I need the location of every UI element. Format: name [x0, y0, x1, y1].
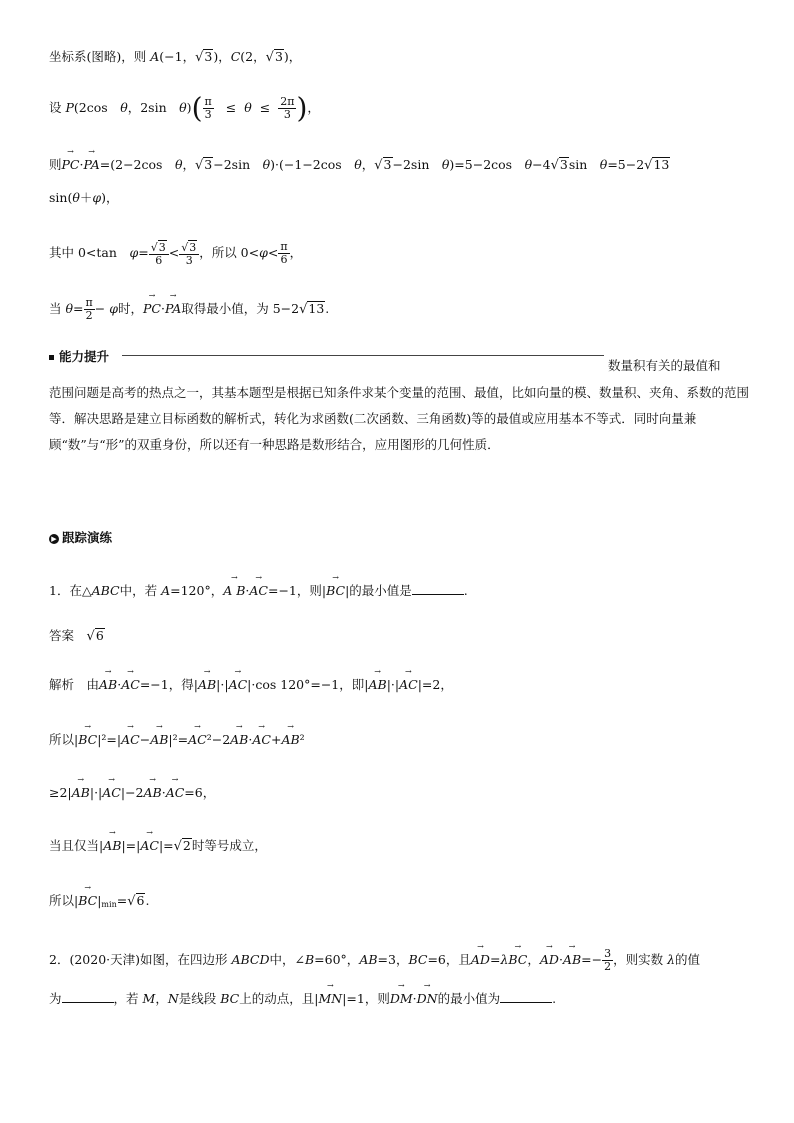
- vector: → AB: [72, 785, 90, 801]
- dot: ·: [245, 583, 250, 598]
- fraction: [179, 240, 199, 267]
- var: θ: [72, 190, 80, 205]
- sqrt-sign: √: [150, 241, 158, 254]
- text: =: [489, 952, 501, 967]
- le-sign: ≤: [225, 100, 237, 115]
- var: B: [304, 952, 315, 967]
- text: −: [94, 301, 110, 316]
- fraction: [149, 240, 169, 267]
- vector: → BC: [78, 893, 97, 909]
- text: =: [73, 301, 84, 316]
- text: =−1，则|: [267, 583, 327, 598]
- var: ABCD: [231, 952, 270, 967]
- section-title: 跟踪演练: [62, 530, 113, 545]
- text: 时等号成立，: [191, 838, 267, 853]
- text: (2cos: [73, 100, 121, 115]
- text: =(2−2cos: [99, 157, 175, 172]
- section-header: [49, 347, 109, 365]
- numerator: 2π: [280, 95, 295, 108]
- text: 所以|: [49, 732, 79, 747]
- sqrt-sign: √: [374, 158, 383, 173]
- text: 其中 0<tan: [49, 245, 130, 260]
- vector: → MN: [318, 991, 342, 1007]
- vector: → AB: [99, 677, 117, 693]
- text: .: [552, 991, 557, 1006]
- text: |=2，: [417, 677, 453, 692]
- le-sign: ≤: [259, 100, 271, 115]
- text: =60°，: [314, 952, 360, 967]
- sqrt-sign: √: [181, 241, 189, 254]
- vector: → AC: [252, 732, 271, 748]
- numerator: [179, 240, 199, 255]
- text: 时，: [117, 301, 143, 316]
- dot: ·: [79, 157, 84, 172]
- text: )，: [101, 190, 119, 205]
- var: A: [161, 583, 171, 598]
- text: =5−2: [607, 157, 645, 172]
- var: P: [65, 100, 74, 115]
- text: ，若: [113, 991, 143, 1006]
- var: M: [142, 991, 156, 1006]
- fraction: [203, 96, 214, 121]
- vector: → AC: [229, 677, 248, 693]
- answer-blank: [412, 584, 464, 595]
- text: −2sin: [392, 157, 442, 172]
- vector: → PC: [143, 301, 161, 317]
- numerator: 3: [604, 947, 612, 960]
- text: 当: [49, 301, 66, 316]
- solution-line: [49, 677, 453, 693]
- denominator: 3: [185, 254, 193, 267]
- dot: ·: [117, 677, 122, 692]
- denominator: 2: [85, 309, 93, 322]
- text: ，: [527, 952, 540, 967]
- vector: → AC: [140, 838, 159, 854]
- var: φ: [109, 301, 118, 316]
- text: |·|: [216, 677, 229, 692]
- vector: → AC: [121, 732, 140, 748]
- text: ，则实数: [613, 952, 668, 967]
- text: =: [116, 893, 128, 908]
- text: )=5−2cos: [449, 157, 525, 172]
- text: =6，且: [427, 952, 471, 967]
- text-line: [49, 240, 302, 267]
- text: 是线段: [178, 991, 221, 1006]
- var: λ: [667, 952, 676, 967]
- text: 的值: [675, 952, 701, 967]
- vector: → AB: [103, 838, 121, 854]
- text: =6，: [184, 785, 216, 800]
- text: <: [168, 245, 180, 260]
- var: θ: [65, 301, 74, 316]
- var: θ: [179, 100, 187, 115]
- text: ，: [307, 100, 320, 115]
- vector: → AB: [368, 677, 386, 693]
- text: |−2: [120, 785, 144, 800]
- sqrt-sign: √: [195, 50, 204, 65]
- text: 2．(2020·天津)如图，在四边形: [49, 952, 232, 967]
- radicand: 3: [189, 241, 197, 254]
- text: ): [186, 100, 192, 115]
- text: 1．在△: [49, 583, 92, 598]
- fraction: [278, 241, 289, 266]
- question-2-cont: [49, 991, 556, 1007]
- text: =: [138, 245, 149, 260]
- var: ABC: [91, 583, 120, 598]
- text: =−: [581, 952, 603, 967]
- var: φ: [92, 190, 102, 205]
- text: 所以|: [49, 893, 79, 908]
- denominator: 3: [204, 108, 212, 121]
- text: |=: [158, 838, 174, 853]
- text-line: [49, 91, 320, 125]
- sqrt-sign: √: [86, 629, 95, 644]
- var: θ: [120, 100, 128, 115]
- vector: → AC: [399, 677, 418, 693]
- section-header: [49, 528, 112, 546]
- text: 中，∠: [269, 952, 305, 967]
- text: 坐标系(图略)，则: [49, 49, 151, 64]
- var: BC: [408, 952, 428, 967]
- numerator: [149, 240, 169, 255]
- answer-label: 答案: [49, 628, 87, 643]
- var: λ: [500, 952, 509, 967]
- sqrt-sign: √: [644, 158, 653, 173]
- text: |²=|: [97, 732, 122, 747]
- question-1: [49, 583, 468, 599]
- text: ，: [182, 157, 195, 172]
- solution-line: [49, 838, 267, 855]
- var: θ: [524, 157, 533, 172]
- sqrt-sign: √: [173, 839, 182, 854]
- var: φ: [259, 245, 268, 260]
- text: (2，: [240, 49, 266, 64]
- text: ，: [155, 991, 168, 1006]
- text: ·: [161, 785, 166, 800]
- text: )，: [213, 49, 231, 64]
- numerator: π: [85, 296, 93, 309]
- text: 设: [49, 100, 66, 115]
- text: |=|: [121, 838, 141, 853]
- dot: ·: [160, 301, 165, 316]
- text: 为: [49, 991, 62, 1006]
- var: BC: [220, 991, 240, 1006]
- text: |的最小值是: [345, 583, 412, 598]
- radicand: 3: [204, 49, 213, 64]
- question-2: [49, 948, 700, 973]
- vector: → AC: [166, 785, 185, 801]
- text: =3，: [377, 952, 409, 967]
- var: N: [167, 991, 179, 1006]
- text: 取得最小值，为 5−2: [181, 301, 300, 316]
- sqrt-sign: √: [265, 50, 274, 65]
- denominator: 3: [283, 108, 291, 121]
- text: .: [325, 301, 330, 316]
- text: ，: [289, 245, 303, 260]
- denominator: 6: [155, 254, 163, 267]
- vector: → AD: [471, 952, 490, 968]
- var: θ: [599, 157, 608, 172]
- vector: → AB: [150, 732, 168, 748]
- text: )，: [283, 49, 302, 64]
- vector: → AC: [249, 583, 268, 599]
- section-title: 能力提升: [59, 349, 110, 364]
- radicand: 3: [204, 157, 213, 172]
- text: ＋: [79, 190, 93, 205]
- paragraph: 范围问题是高考的热点之一，其基本题型是根据已知条件求某个变量的范围、最值，比如向量的模、数量积、夹角、系数的范围等．解决思路是建立目标函数的解析式，转化为求函数(二次函数、三角函数)等的最值或应用基本不等式．同时向量兼顾“数”与“形”的双重身份，所以还有一种思路是数形结合，应用图形的几何性质．: [49, 385, 750, 452]
- text: ²−2: [206, 732, 231, 747]
- sqrt-sign: √: [195, 158, 204, 173]
- var: θ: [354, 157, 362, 172]
- radicand: 3: [274, 49, 283, 64]
- vector: → AB: [281, 732, 299, 748]
- dot: ·: [558, 952, 563, 967]
- var: θ: [174, 157, 183, 172]
- vector: → BC: [78, 732, 97, 748]
- text: |=1，则: [342, 991, 390, 1006]
- var: φ: [129, 245, 139, 260]
- vector: → BC: [326, 583, 345, 599]
- subscript: min: [101, 900, 117, 909]
- text: 当且仅当|: [49, 838, 104, 853]
- vector: → PC: [62, 157, 80, 173]
- var: θ: [262, 157, 271, 172]
- text: .: [145, 893, 150, 908]
- text: sin: [568, 157, 600, 172]
- sqrt-sign: √: [550, 158, 559, 173]
- radicand: 6: [95, 628, 104, 643]
- solution-line: [49, 785, 215, 801]
- text: −2sin: [213, 157, 263, 172]
- denominator: 2: [604, 960, 612, 973]
- paren-open: (: [191, 91, 203, 125]
- text: −: [139, 732, 151, 747]
- radicand: 2: [182, 838, 191, 853]
- solution-line: [49, 893, 149, 913]
- text: (−1，: [159, 49, 196, 64]
- text-line: [49, 49, 301, 66]
- answer-line: [49, 628, 105, 645]
- text: 的最小值为: [437, 991, 501, 1006]
- dot: ·: [412, 991, 417, 1006]
- text: |·cos 120°=−1，即|: [247, 677, 369, 692]
- text-line: [49, 297, 329, 322]
- denominator: 6: [280, 253, 288, 266]
- vector: → AB: [144, 785, 162, 801]
- vector: → AD: [540, 952, 559, 968]
- play-circle-icon: ▶: [49, 534, 59, 544]
- sqrt-sign: √: [299, 302, 308, 317]
- vector: → AB: [563, 952, 581, 968]
- answer-blank: [500, 992, 552, 1003]
- solution-line: [49, 732, 305, 748]
- radicand: 3: [559, 157, 568, 172]
- var: A: [150, 49, 160, 64]
- text: 上的动点，且|: [239, 991, 319, 1006]
- text-line: [49, 157, 670, 174]
- section-divider: [122, 355, 604, 356]
- text: |²=: [168, 732, 189, 747]
- vector: → A B: [223, 583, 245, 599]
- section-trail-text: 数量积有关的最值和: [608, 358, 721, 373]
- vector: → AB: [198, 677, 216, 693]
- vector: → DM: [390, 991, 413, 1007]
- var: AB: [359, 952, 378, 967]
- text: sin(: [49, 190, 73, 205]
- sqrt-sign: √: [127, 894, 136, 909]
- fraction: [84, 297, 95, 322]
- vector: → BC: [508, 952, 527, 968]
- vector: → AC: [121, 677, 140, 693]
- fraction: [602, 948, 613, 973]
- text: |: [97, 893, 102, 908]
- text: |·|: [89, 785, 103, 800]
- text: ·: [248, 732, 253, 747]
- paren-close: ): [296, 91, 308, 125]
- vector: → DN: [417, 991, 438, 1007]
- fraction: [278, 96, 296, 121]
- text: ≥2|: [49, 785, 72, 800]
- text: )·(−1−2cos: [270, 157, 355, 172]
- text: =−1，得|: [139, 677, 198, 692]
- radicand: 6: [136, 893, 145, 908]
- text: ²: [299, 732, 305, 747]
- text: ，所以 0<: [199, 245, 260, 260]
- var: C: [230, 49, 241, 64]
- answer-blank: [62, 992, 114, 1003]
- text: 中，若: [119, 583, 162, 598]
- radicand: 13: [308, 301, 325, 316]
- radicand: 3: [158, 241, 166, 254]
- text: ，: [361, 157, 375, 172]
- radicand: 3: [383, 157, 392, 172]
- square-bullet-icon: [49, 355, 54, 360]
- text: 则: [49, 157, 62, 172]
- text: .: [463, 583, 468, 598]
- var: θ: [441, 157, 450, 172]
- text: +: [270, 732, 282, 747]
- text: <: [267, 245, 279, 260]
- text: ，2sin: [127, 100, 180, 115]
- numerator: π: [204, 95, 212, 108]
- vector: → PA: [83, 157, 99, 173]
- var: θ: [244, 100, 252, 115]
- text: =120°，: [170, 583, 224, 598]
- vector: → AC: [102, 785, 121, 801]
- radicand: 13: [653, 157, 670, 172]
- text-line: [49, 190, 119, 206]
- text: −4: [532, 157, 551, 172]
- vector: → AC: [188, 732, 207, 748]
- vector: → PA: [165, 301, 181, 317]
- vector: → AB: [230, 732, 248, 748]
- text: 解析 由: [49, 677, 100, 692]
- text: |·|: [386, 677, 400, 692]
- numerator: π: [280, 240, 288, 253]
